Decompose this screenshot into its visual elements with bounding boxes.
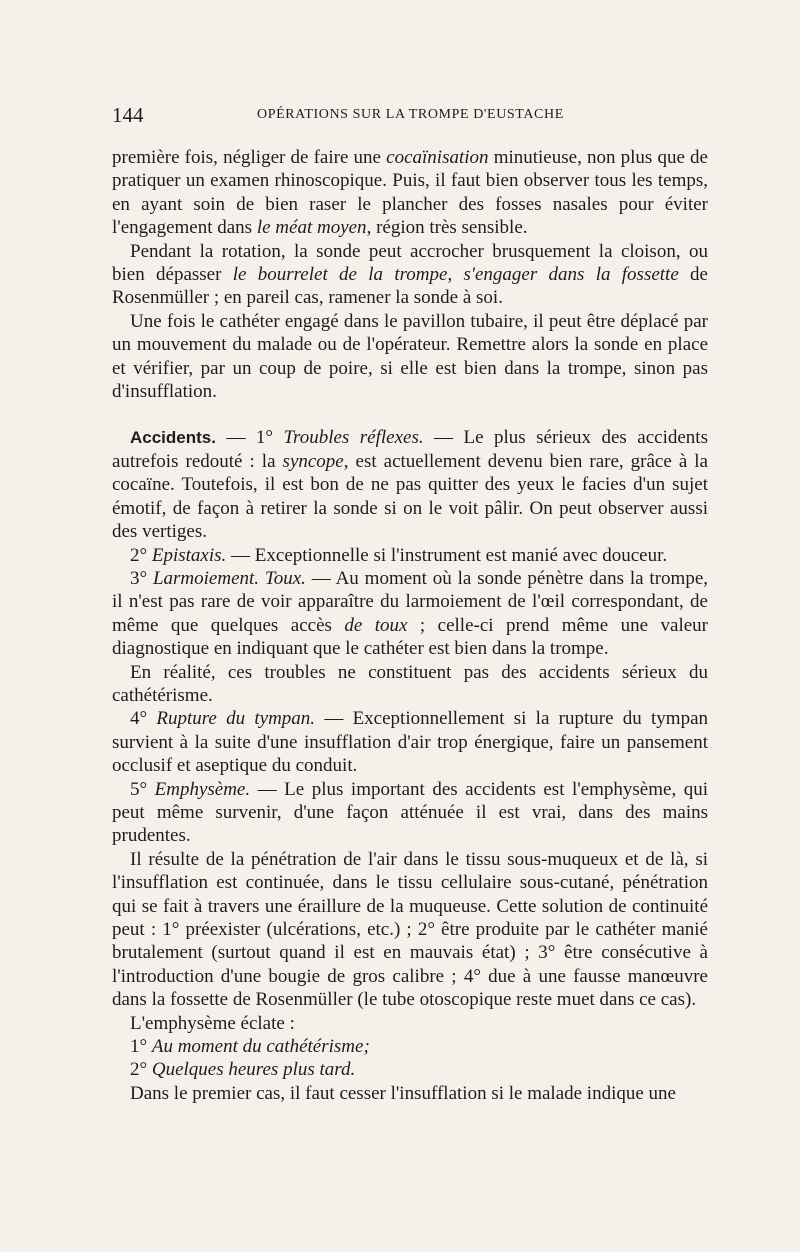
list-item-1: 1° Au moment du cathétérisme; bbox=[130, 1036, 370, 1058]
paragraph-resulte: Il résulte de la pénétration de l'air dans le tissu sous-muqueux et de là, si l'insufflation est continuée, dans le tissu cellulaire sous-cutané, pénétration qui se fait à travers une éraillure de la muqueuse. Cette solution de continuité peut : 1° préexister (ulcérations, etc.) ; 2° être produite par le cathéter manié brutalement (surtout quand il est en mauvais état) ; 3° être consécutive à l'introduction d'une bougie de gros calibre ; 4° due à une fausse manœuvre dans la fossette de Rosenmüller (le tube otoscopique reste muet dans ce cas). bbox=[112, 848, 708, 1011]
paragraph-2: Pendant la rotation, la sonde peut accrocher brusquement la cloison, ou bien dépasser le bourrelet de la trompe, s'engager dans la fossette de Rosenmüller ; en pareil cas, ramener la sonde à soi. bbox=[112, 240, 708, 309]
paragraph-realite: En réalité, ces troubles ne constituent pas des accidents sérieux du cathétérisme. bbox=[112, 661, 708, 706]
page-body bbox=[112, 146, 708, 1105]
paragraph-eclate: L'emphysème éclate : bbox=[130, 1012, 295, 1034]
page-number: 144 bbox=[112, 103, 144, 127]
paragraph-emphyseme: 5° Emphysème. — Le plus important des accidents est l'emphysème, qui peut même survenir, d'une façon atténuée il est vrai, dans des mains prudentes. bbox=[112, 778, 708, 847]
paragraph-larmoiement: 3° Larmoiement. Toux. — Au moment où la sonde pénètre dans la trompe, il n'est pas rare de voir apparaître du larmoiement de l'œil correspondant, de même que quelques accès de toux ; celle-ci prend même une valeur diagnostique en indiquant que le cathéter est bien dans la trompe. bbox=[112, 567, 708, 660]
list-item-2: 2° Quelques heures plus tard. bbox=[130, 1059, 356, 1081]
page-header bbox=[112, 100, 708, 130]
running-title: OPÉRATIONS SUR LA TROMPE D'EUSTACHE bbox=[257, 107, 564, 122]
section-gap bbox=[112, 403, 708, 426]
paragraph-rupture: 4° Rupture du tympan. — Exceptionnellement si la rupture du tympan survient à la suite d'une insufflation d'air trop énergique, faire un pansement occlusif et aseptique du conduit. bbox=[112, 708, 708, 777]
paragraph-final: Dans le premier cas, il faut cesser l'insufflation si le malade indique une bbox=[130, 1082, 676, 1104]
paragraph-epistaxis: 2° Epistaxis. — Exceptionnelle si l'instrument est manié avec douceur. bbox=[130, 544, 668, 566]
paragraph-accidents: Accidents. — 1° Troubles réflexes. — Le plus sérieux des accidents autrefois redouté : la syncope, est actuellement devenu bien rare, grâce à la cocaïne. Toutefois, il est bon de ne pas quitter des yeux le facies d'un sujet émotif, de façon à retirer la sonde si on le voit pâlir. On peut observer aussi des vertiges. bbox=[112, 427, 708, 543]
paragraph-1: première fois, négliger de faire une cocaïnisation minutieuse, non plus que de pratiquer un examen rhinoscopique. Puis, il faut bien observer tous les temps, en ayant soin de bien raser le plancher des fosses nasales pour éviter l'engagement dans le méat moyen, région très sensible. bbox=[112, 147, 708, 239]
paragraph-3: Une fois le cathéter engagé dans le pavillon tubaire, il peut être déplacé par un mouvement du malade ou de l'opérateur. Remettre alors la sonde en place et vérifier, par un coup de poire, si elle est bien dans la trompe, sinon pas d'insufflation. bbox=[112, 310, 708, 403]
section-heading-accidents: Accidents. bbox=[130, 428, 216, 448]
